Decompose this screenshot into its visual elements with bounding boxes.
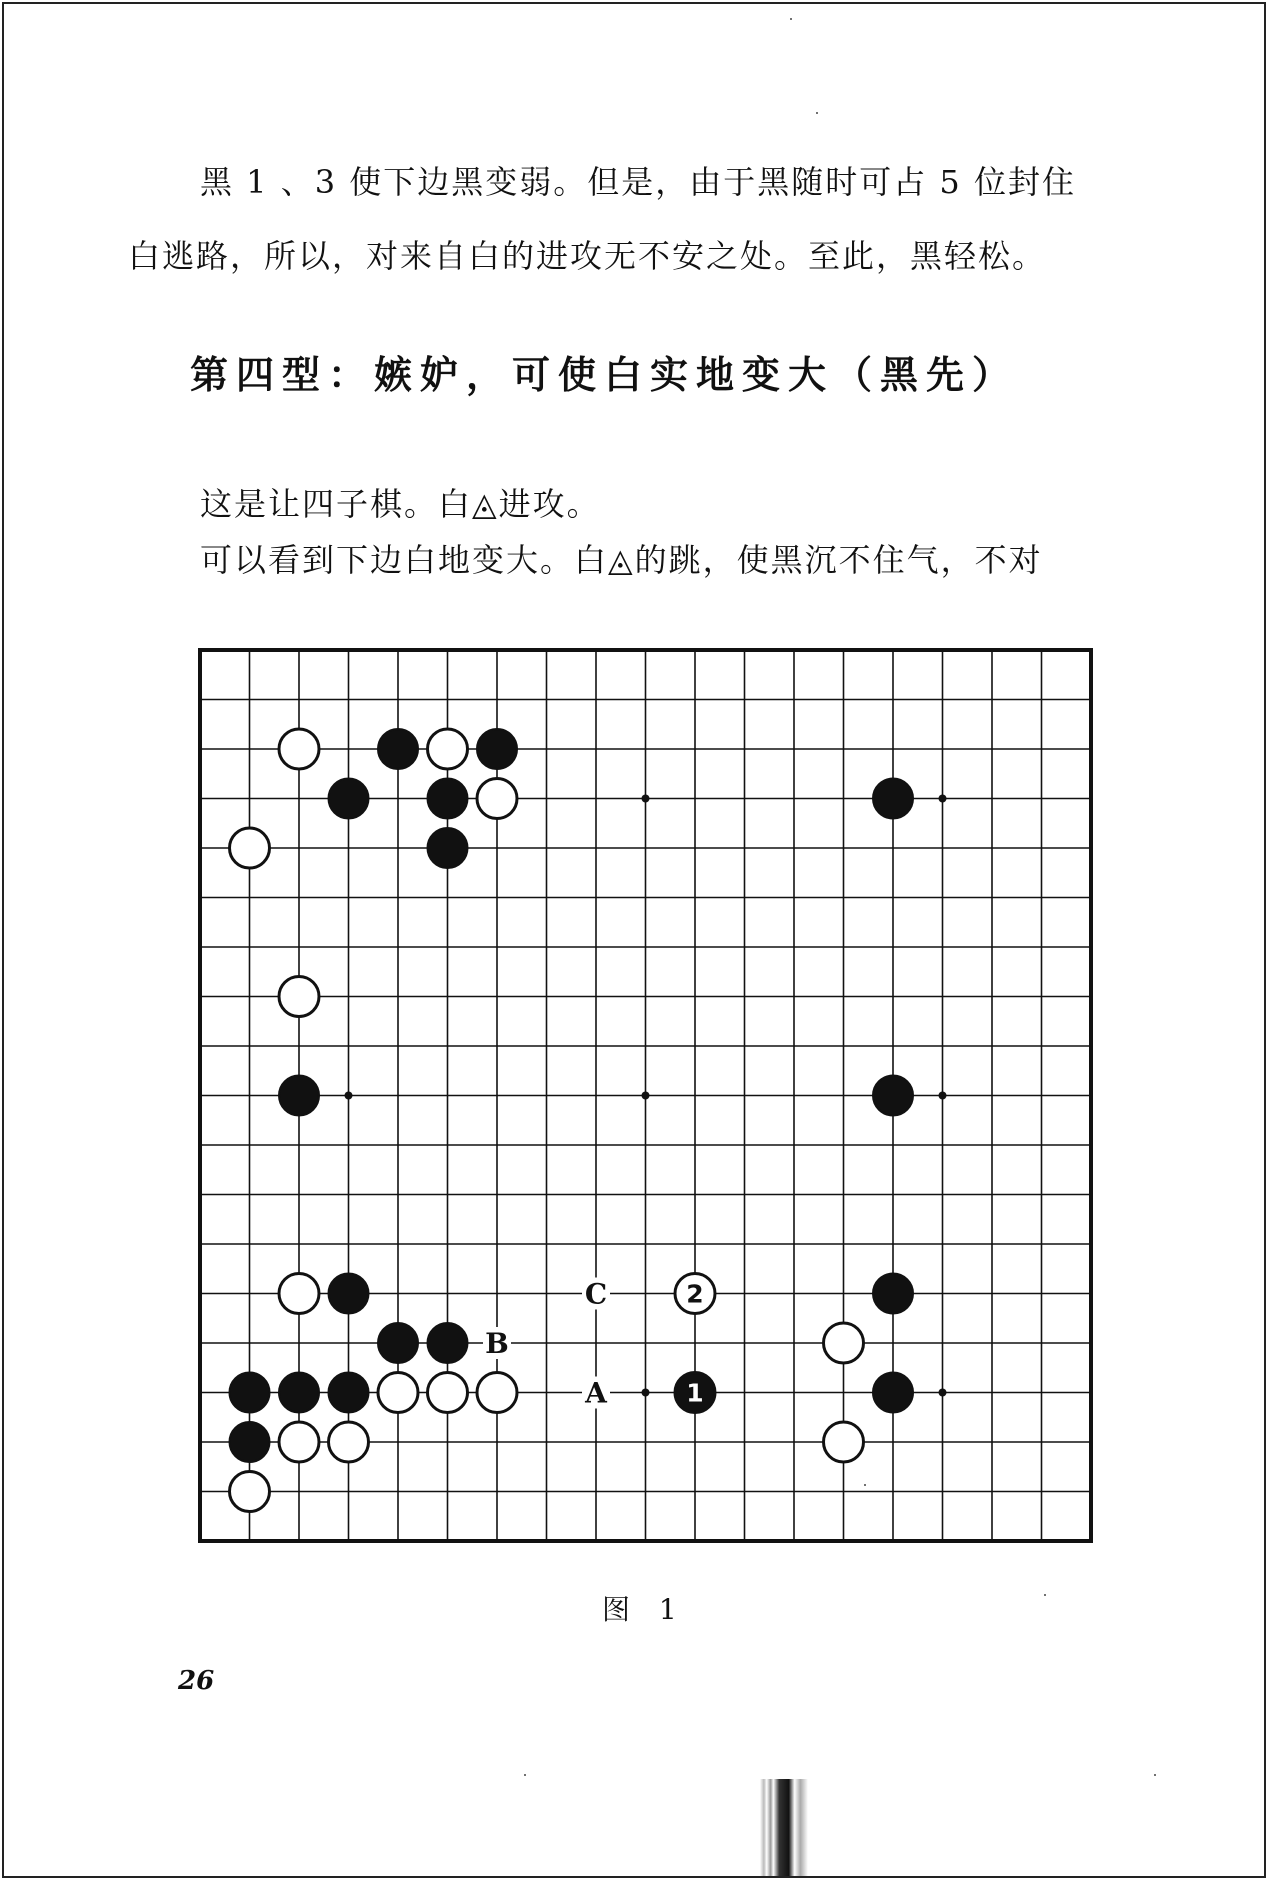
white-stone [279, 977, 319, 1017]
speck [524, 1774, 526, 1776]
white-stone [279, 1422, 319, 1462]
speck [1154, 1774, 1156, 1776]
black-stone [873, 1373, 913, 1413]
black-stone [873, 1274, 913, 1314]
black-stone [279, 1076, 319, 1116]
star-point [642, 1092, 650, 1100]
problem-line-2: 可以看到下边白地变大。白◬的跳，使黑沉不住气，不对 [200, 541, 1043, 579]
white-stone [230, 1472, 270, 1512]
speck [864, 1484, 866, 1486]
black-stone [329, 1373, 369, 1413]
page-number: 26 [178, 1666, 215, 1696]
go-board-diagram [184, 634, 1104, 1554]
white-stone [428, 729, 468, 769]
intro-line-2: 白逃路，所以，对来自白的进攻无不安之处。至此，黑轻松。 [128, 237, 1047, 275]
black-stone [378, 729, 418, 769]
speck [816, 112, 818, 114]
section-heading: 第四型：嫉妒，可使白实地变大（黑先） [190, 352, 1019, 397]
white-stone [824, 1323, 864, 1363]
white-stone [824, 1422, 864, 1462]
star-point [939, 1389, 947, 1397]
black-stone [230, 1373, 270, 1413]
black-stone [477, 729, 517, 769]
white-stone [329, 1422, 369, 1462]
black-stone [428, 1323, 468, 1363]
black-stone [230, 1422, 270, 1462]
intro-line-1: 黑 1 、3 使下边黑变弱。但是，由于黑随时可占 5 位封住 [200, 163, 1076, 201]
star-point [642, 1389, 650, 1397]
star-point [345, 1092, 353, 1100]
stone-number-label: 2 [686, 1279, 704, 1309]
black-stone [428, 779, 468, 819]
book-page [2, 2, 1266, 1878]
white-stone [378, 1373, 418, 1413]
problem-paragraph [200, 476, 1043, 588]
letter-mark-label: C [584, 1277, 608, 1311]
black-stone [873, 779, 913, 819]
binding-strip [760, 1779, 808, 1878]
white-stone [477, 1373, 517, 1413]
problem-line-1: 这是让四子棋。白◬进攻。 [200, 485, 601, 523]
star-point [939, 1092, 947, 1100]
star-point [939, 795, 947, 803]
black-stone [329, 779, 369, 819]
black-stone [329, 1274, 369, 1314]
black-stone [378, 1323, 418, 1363]
black-stone [873, 1076, 913, 1116]
white-stone [428, 1373, 468, 1413]
white-stone [279, 729, 319, 769]
black-stone [428, 828, 468, 868]
letter-mark-label: B [485, 1327, 509, 1360]
speck [790, 18, 792, 20]
intro-paragraph [128, 145, 1138, 293]
white-stone [230, 828, 270, 868]
go-board-svg [184, 634, 1104, 1554]
white-stone [477, 779, 517, 819]
stone-number-label: 1 [686, 1378, 704, 1408]
speck [1044, 1594, 1046, 1596]
star-point [642, 795, 650, 803]
figure-caption: 图 1 [602, 1593, 687, 1626]
letter-mark-label: A [585, 1376, 607, 1410]
white-stone [279, 1274, 319, 1314]
black-stone [279, 1373, 319, 1413]
